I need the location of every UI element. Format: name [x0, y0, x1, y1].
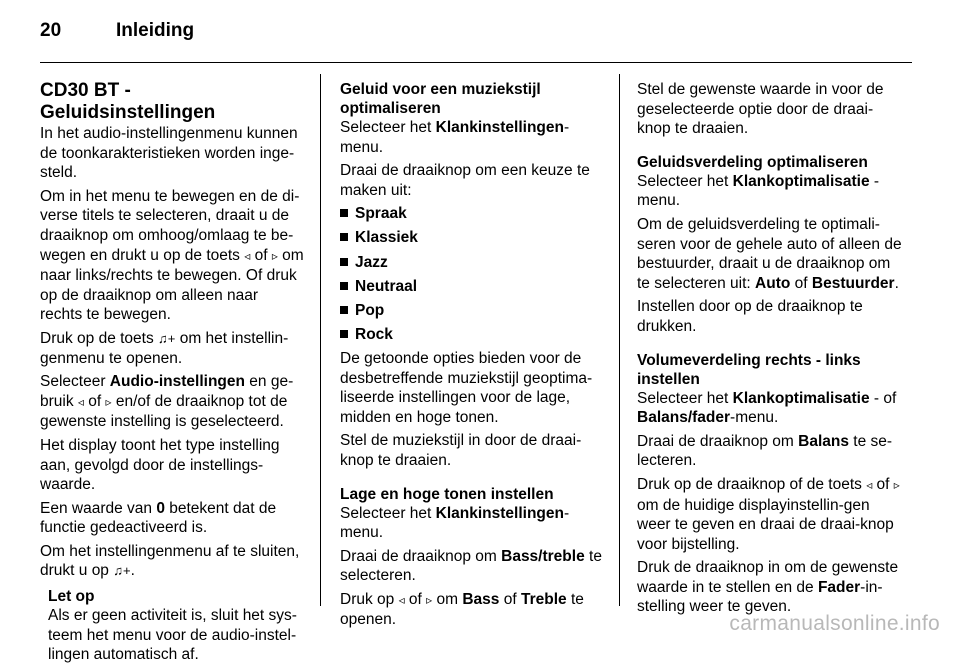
- column-2: [340, 80, 604, 634]
- list-item: Neutraal: [340, 277, 604, 297]
- note-box: [48, 587, 304, 665]
- watermark: carmanualsonline.info: [729, 612, 940, 635]
- paragraph: Het display toont het type instelling aan, gevolgd door de instellings-waarde.: [40, 436, 280, 494]
- right-arrow-icon: ▹: [271, 248, 278, 263]
- bullet-icon: [340, 330, 348, 338]
- paragraph: Om het instellingenmenu af te sluiten, drukt u op ♫+.: [40, 542, 300, 580]
- paragraph: Selecteer Audio-instellingen en ge-bruik ◃ of ▹ en/of de draaiknop tot de gewenste instelling is geselecteerd.: [40, 373, 294, 431]
- note-text: Als er geen activiteit is, sluit het sys-teem het menu voor de audio-instel-lingen automatisch af.: [48, 607, 297, 664]
- option-list: [340, 204, 604, 344]
- paragraph: Draai de draaiknop om een keuze te maken uit:: [340, 162, 590, 199]
- paragraph: Druk op de draaiknop of de toets ◃ of ▹ om de huidige displayinstellin-gen weer te geven en draai de draai-knop voor bijstelling.: [637, 475, 900, 553]
- bullet-icon: [340, 258, 348, 266]
- bullet-icon: [340, 233, 348, 241]
- note-title: Let op: [48, 588, 95, 606]
- subsection-heading: Geluid voor een muziekstijl optimaliseren: [340, 81, 541, 117]
- column-divider: [619, 74, 620, 606]
- paragraph: Om de geluidsverdeling te optimali-seren voor de gehele auto of alleen de bestuurder, draait u de draaiknop om te selecteren uit: Auto of Bestuurder.: [637, 215, 902, 292]
- header-rule: [40, 62, 912, 63]
- page-title: Inleiding: [116, 20, 195, 41]
- right-arrow-icon: ▹: [426, 592, 433, 607]
- settings-key-icon: ♫+: [158, 330, 176, 346]
- paragraph: Selecteer het Klankinstellingen-menu.: [340, 119, 570, 156]
- paragraph: Stel de gewenste waarde in voor de geselecteerde optie door de draai-knop te draaien.: [637, 81, 884, 138]
- column-3: [637, 80, 903, 621]
- paragraph: Draai de draaiknop om Balans te se-lecteren.: [637, 432, 893, 470]
- left-arrow-icon: ◃: [77, 394, 84, 409]
- page-number: 20: [40, 20, 62, 41]
- list-item: Jazz: [340, 253, 604, 273]
- right-arrow-icon: ▹: [893, 477, 900, 492]
- left-arrow-icon: ◃: [398, 592, 405, 607]
- right-arrow-icon: ▹: [105, 394, 112, 409]
- subsection-heading: Volumeverdeling rechts - links instellen: [637, 351, 861, 388]
- paragraph: In het audio-instellingenmenu kunnen de toonkarakteristieken worden inge-steld.: [40, 125, 298, 182]
- list-item: Spraak: [340, 204, 604, 224]
- paragraph: Selecteer het Klankoptimalisatie -menu.: [637, 172, 880, 210]
- paragraph: Een waarde van 0 betekent dat de functie gedeactiveerd is.: [40, 499, 277, 537]
- paragraph: De getoonde opties bieden voor de desbetreffende muziekstijl geoptima-liseerde instellingen voor de lage, midden en hoge tonen.: [340, 349, 593, 426]
- column-1: [40, 80, 304, 669]
- paragraph: Druk de draaiknop in om de gewenste waarde in te stellen en de Fader-in-stelling weer te geven.: [637, 559, 899, 616]
- left-arrow-icon: ◃: [244, 248, 251, 263]
- paragraph: Druk op ◃ of ▹ om Bass of Treble te openen.: [340, 590, 584, 629]
- settings-key-icon: ♫+: [113, 563, 131, 579]
- list-item: Pop: [340, 301, 604, 321]
- left-arrow-icon: ◃: [866, 477, 873, 492]
- paragraph: Stel de muziekstijl in door de draai-knop te draaien.: [340, 432, 582, 469]
- bullet-icon: [340, 282, 348, 290]
- subsection-heading: Geluidsverdeling optimaliseren: [637, 153, 868, 171]
- paragraph: Selecteer het Klankinstellingen-menu.: [340, 504, 570, 542]
- paragraph: Selecteer het Klankoptimalisatie - of Balans/fader-menu.: [637, 389, 897, 427]
- subsection-heading: Lage en hoge tonen instellen: [340, 485, 554, 503]
- page-header: [40, 20, 194, 42]
- section-heading: CD30 BT - Geluidsinstellingen: [40, 80, 216, 123]
- bullet-icon: [340, 209, 348, 217]
- bullet-icon: [340, 306, 348, 314]
- paragraph: Draai de draaiknop om Bass/treble te selecteren.: [340, 547, 602, 585]
- list-item: Rock: [340, 325, 604, 345]
- paragraph: Om in het menu te bewegen en de di-verse titels te selecteren, draait u de draaiknop om omhoog/omlaag te be-wegen en drukt u op de toets ◃ of ▹ om naar links/rechts te bewegen. Of druk op de draaiknop om alleen naar rechts te bewegen.: [40, 187, 304, 324]
- column-divider: [320, 74, 321, 606]
- paragraph: Instellen door op de draaiknop te drukken.: [637, 298, 863, 335]
- list-item: Klassiek: [340, 228, 604, 248]
- paragraph: Druk op de toets ♫+ om het instellin-genmenu te openen.: [40, 329, 289, 367]
